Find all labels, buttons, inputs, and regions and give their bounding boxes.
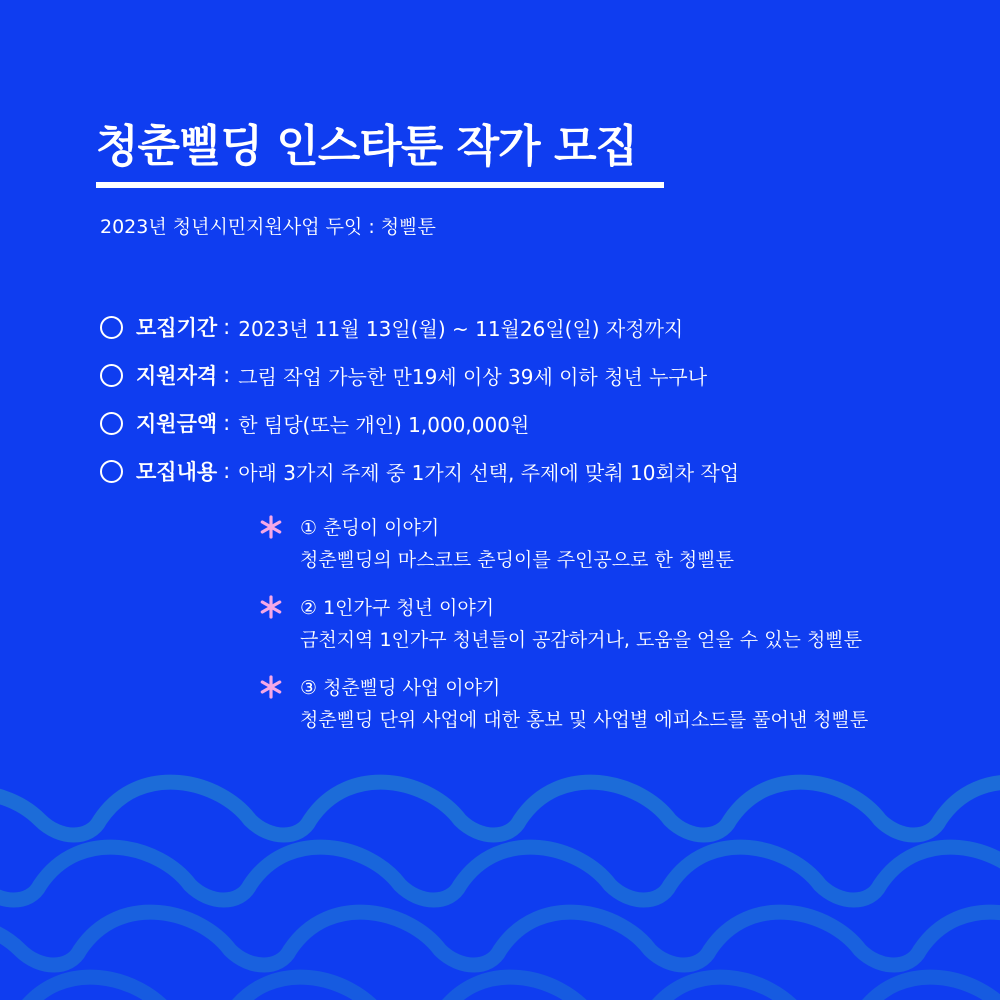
topic-heading: ② 1인가구 청년 이야기: [300, 597, 495, 619]
circle-icon: [100, 412, 123, 435]
asterisk-icon: [258, 514, 284, 540]
title-underline: [96, 182, 664, 188]
info-value: 2023년 11월 13일(월) ~ 11월26일(일) 자정까지: [238, 316, 684, 341]
wave-row: [0, 782, 1000, 840]
topic-description: 청춘삘딩 단위 사업에 대한 홍보 및 사업별 에피소드를 풀어낸 청삘툰: [300, 709, 869, 731]
info-label: 모집기간: [136, 316, 218, 340]
page-title: 청춘삘딩 인스타툰 작가 모집: [96, 121, 638, 172]
circle-icon: [100, 460, 123, 483]
info-label: 지원금액: [136, 412, 218, 436]
topic-item: [258, 592, 868, 656]
wave-pattern: [0, 760, 1000, 1000]
subtitle: 2023년 청년시민지원사업 두잇 : 청삘툰: [100, 216, 436, 238]
info-separator: :: [223, 315, 231, 339]
info-row-funding: [100, 399, 739, 447]
topic-heading: ③ 청춘삘딩 사업 이야기: [300, 677, 501, 699]
circle-icon: [100, 316, 123, 339]
wave-row: [0, 912, 1000, 970]
topic-description: 청춘삘딩의 마스코트 춘딩이를 주인공으로 한 청삘툰: [300, 549, 734, 571]
info-value: 아래 3가지 주제 중 1가지 선택, 주제에 맞춰 10회차 작업: [238, 460, 740, 485]
info-label: 지원자격: [136, 364, 218, 388]
asterisk-icon: [258, 594, 284, 620]
circle-icon: [100, 364, 123, 387]
info-value: 그림 작업 가능한 만19세 이상 39세 이하 청년 누구나: [238, 364, 708, 389]
info-row-content: [100, 447, 739, 495]
topic-heading: ① 춘딩이 이야기: [300, 517, 440, 539]
topic-item: [258, 512, 868, 576]
wave-row: [0, 977, 1000, 1000]
info-label: 모집내용: [136, 460, 218, 484]
asterisk-icon: [258, 674, 284, 700]
info-separator: :: [223, 459, 231, 483]
info-value: 한 팀당(또는 개인) 1,000,000원: [238, 412, 530, 437]
info-separator: :: [223, 363, 231, 387]
info-row-eligibility: [100, 351, 739, 399]
topic-item: [258, 672, 868, 736]
info-separator: :: [223, 411, 231, 435]
info-list: [100, 303, 739, 495]
wave-row: [0, 847, 1000, 905]
topic-description: 금천지역 1인가구 청년들이 공감하거나, 도움을 얻을 수 있는 청삘툰: [300, 629, 863, 651]
topic-list: [258, 512, 868, 752]
info-row-period: [100, 303, 739, 351]
